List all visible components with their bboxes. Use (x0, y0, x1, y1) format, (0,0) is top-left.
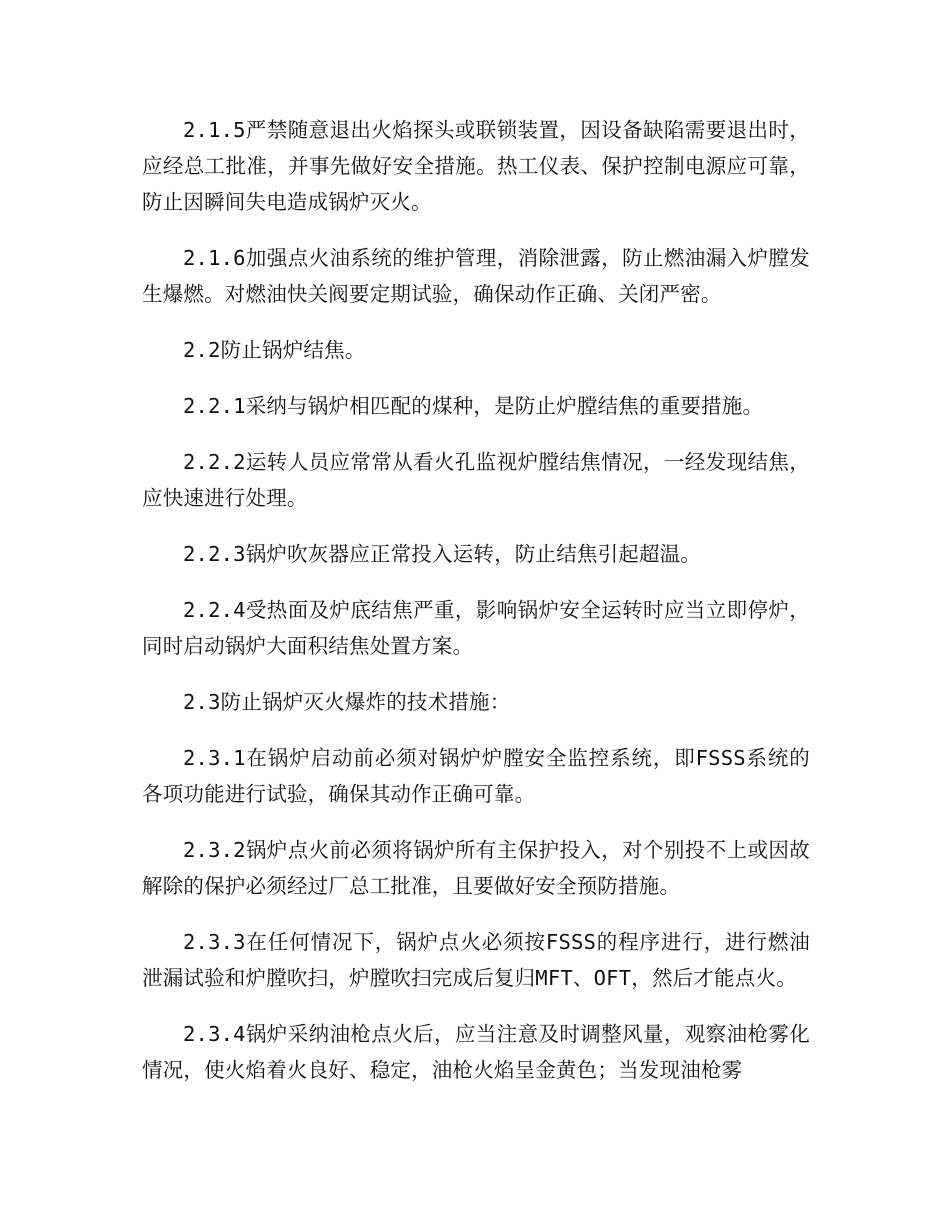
paragraph-2-2-2: 2.2.2运转人员应常常从看火孔监视炉膛结焦情况，一经发现结焦，应快速进行处理。 (142, 450, 810, 510)
paragraph-2-1-6: 2.1.6加强点火油系统的维护管理，消除泄露，防止燃油漏入炉膛发生爆燃。对燃油快关阀要定期试验，确保动作正确、关闭严密。 (142, 246, 810, 306)
paragraph-2-3-2: 2.3.2锅炉点火前必须将锅炉所有主保护投入，对个别投不上或因故解除的保护必须经过厂总工批准，且要做好安全预防措施。 (142, 838, 810, 898)
paragraph-2-2-3: 2.2.3锅炉吹灰器应正常投入运转，防止结焦引起超温。 (183, 542, 702, 566)
paragraph-2-2-4: 2.2.4受热面及炉底结焦严重，影响锅炉安全运转时应当立即停炉，同时启动锅炉大面积结焦处置方案。 (142, 598, 810, 658)
section-heading-2-2: 2.2防止锅炉结焦。 (183, 338, 366, 362)
paragraph-2-3-3: 2.3.3在任何情况下，锅炉点火必须按FSSS的程序进行，进行燃油泄漏试验和炉膛吹扫，炉膛吹扫完成后复归MFT、OFT，然后才能点火。 (142, 930, 810, 990)
section-heading-2-3: 2.3防止锅炉灭火爆炸的技术措施： (183, 690, 511, 714)
paragraph-2-3-4: 2.3.4锅炉采纳油枪点火后，应当注意及时调整风量，观察油枪雾化情况，使火焰着火良好、稳定，油枪火焰呈金黄色；当发现油枪雾 (142, 1022, 810, 1082)
paragraph-2-3-1: 2.3.1在锅炉启动前必须对锅炉炉膛安全监控系统，即FSSS系统的各项功能进行试验，确保其动作正确可靠。 (142, 746, 810, 806)
paragraph-2-2-1: 2.2.1采纳与锅炉相匹配的煤种，是防止炉膛结焦的重要措施。 (183, 394, 764, 418)
paragraph-2-1-5: 2.1.5严禁随意退出火焰探头或联锁装置，因设备缺陷需要退出时，应经总工批准，并事先做好安全措施。热工仪表、保护控制电源应可靠，防止因瞬间失电造成锅炉灭火。 (142, 118, 810, 214)
